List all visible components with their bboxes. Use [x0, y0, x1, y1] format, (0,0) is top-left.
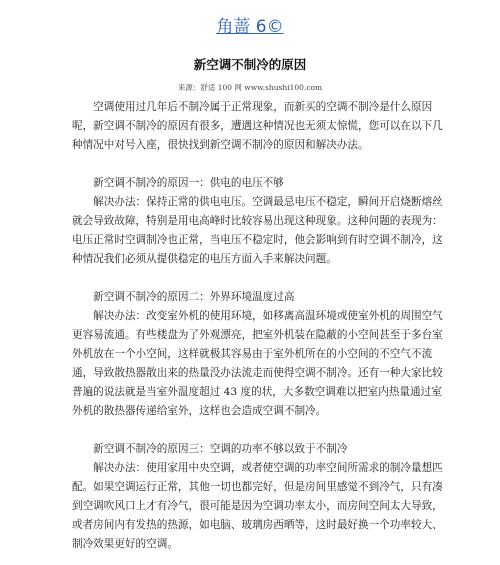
- body-text-line: 或者房间内有发热的热源，如电脑、玻璃房西晒等，这时最好换一个功率较大、: [72, 519, 443, 531]
- body-text-line: 解决办法：改变室外机的使用环境，如移离高温环境或使室外机的周围空气: [72, 310, 443, 322]
- body-text-line: 配。如果空调运行正常，其他一切也都完好，但是房间里感觉不到冷气，只有凑: [72, 481, 443, 493]
- body-text-line: 解决办法：使用家用中央空调，或者使空调的功率空间所需求的制冷量想匹: [72, 462, 443, 474]
- body-text-line: 更容易流通。有些楼盘为了外观漂亮，把室外机装在隐蔽的小空间甚至于多台室: [72, 329, 443, 341]
- article-body: [72, 98, 443, 554]
- site-logo-link[interactable]: 角蔷 6©: [216, 17, 284, 37]
- article-title: 新空调不制冷的原因: [193, 57, 307, 72]
- body-text-line: 呢，新空调不制冷的原因有很多，遭遇这种情况也无须太惊慌，您可以在以下几: [72, 120, 443, 132]
- paragraph-gap: [72, 421, 434, 440]
- body-text-line: 通，导致散热器散出来的热量没办法流走而使得空调不制冷。还有一种大家比较: [72, 367, 443, 379]
- paragraph-gap: [72, 155, 434, 174]
- body-text-line: 解决办法：保持正常的供电电压。空调最忌电压不稳定，瞬间开启烧断熔丝: [72, 196, 443, 208]
- paragraph-gap: [72, 269, 434, 288]
- body-text-line: 新空调不制冷的原因二：外界环境温度过高: [72, 291, 295, 303]
- body-text-line: 到空调吹风口上才有冷气，很可能是因为空调功率太小，而房间空间太大导致，: [72, 500, 443, 512]
- body-text-line: 种情况我们必须从提供稳定的电压方面入手来解决问题。: [72, 253, 337, 265]
- body-text-line: 新空调不制冷的原因三：空调的功率不够以致于不制冷: [72, 443, 348, 455]
- body-text-line: 新空调不制冷的原因一：供电的电压不够: [72, 177, 284, 189]
- body-text-line: 种情况中对号入座，很快找到新空调不制冷的原因和解决办法。: [72, 139, 369, 151]
- body-text-line: 电压正常时空调制冷也正常，当电压不稳定时，他会影响到有时空调不制冷，这: [72, 234, 443, 246]
- body-text-line: 就会导致故障，特别是用电高峰时比较容易出现这种现象。这种问题的表现为：: [72, 215, 443, 227]
- body-text-line: 外机放在一个小空间，这样就极其容易由于室外机所在的小空间的不空气不流: [72, 348, 433, 360]
- body-text-line: 空调使用过几年后不制冷属于正常现象，而新买的空调不制冷是什么原因: [72, 101, 433, 113]
- body-text-line: 外机的散热器传递给室外，这样也会造成空调不制冷。: [72, 405, 327, 417]
- body-text-line: 制冷效果更好的空调。: [72, 538, 178, 550]
- body-text-line: 普遍的说法就是当室外温度超过 43 度的状，大多数空调难以把室内热量通过室: [72, 386, 442, 398]
- article-source: 来源：舒适 100 网 www.shushi100.com: [177, 83, 323, 92]
